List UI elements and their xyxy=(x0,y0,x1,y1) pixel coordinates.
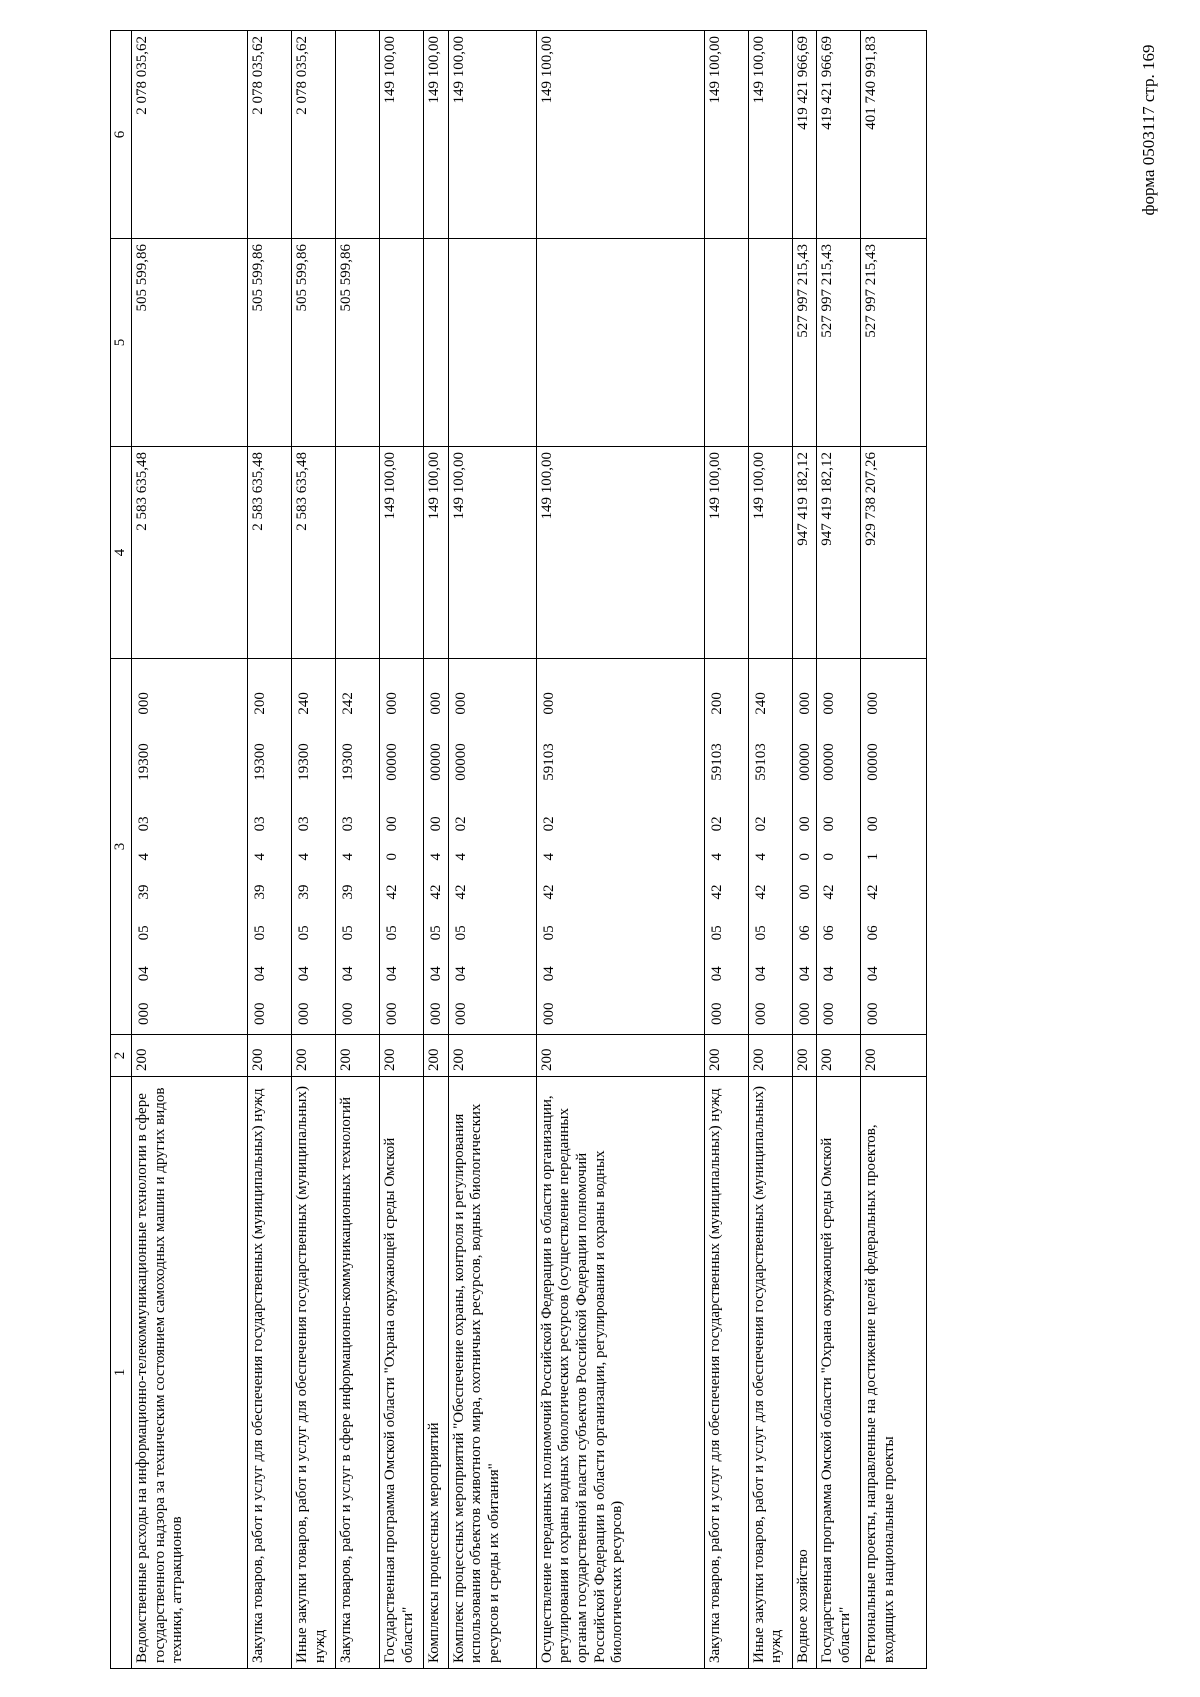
line-code: 200 xyxy=(132,1035,248,1077)
code-segment: 00000 xyxy=(428,743,444,781)
unexecuted-amount: 149 100,00 xyxy=(448,31,536,239)
rotated-page-content xyxy=(110,29,1090,1669)
table-row xyxy=(380,31,424,1669)
approved-amount: 929 738 207,26 xyxy=(861,447,927,659)
code-segment: 000 xyxy=(708,1002,725,1025)
code-segment: 39 xyxy=(136,884,152,900)
budget-classification-code xyxy=(336,659,380,1035)
code-segment: 000 xyxy=(452,1002,469,1025)
code-segment: 04 xyxy=(796,966,813,982)
budget-classification-code xyxy=(792,659,817,1035)
budget-classification-code xyxy=(132,659,248,1035)
budget-classification-code xyxy=(861,659,927,1035)
row-name: Закупка товаров, работ и услуг в сфере информационно-коммуникационных технологий xyxy=(336,1077,380,1669)
code-segment: 59103 xyxy=(752,743,769,781)
code-segment: 4 xyxy=(340,853,356,861)
code-segment: 000 xyxy=(340,1002,356,1025)
unexecuted-amount: 2 078 035,62 xyxy=(248,31,292,239)
code-segment: 04 xyxy=(452,966,469,982)
code-segment: 02 xyxy=(540,816,557,832)
table-row xyxy=(704,31,748,1669)
code-segment: 42 xyxy=(708,884,725,900)
budget-classification-code xyxy=(248,659,292,1035)
code-segment: 42 xyxy=(540,884,557,900)
code-segment: 03 xyxy=(136,816,152,832)
code-segment: 03 xyxy=(340,816,356,832)
code-segment: 04 xyxy=(428,966,444,982)
code-segment: 000 xyxy=(136,692,152,715)
code-segment: 04 xyxy=(752,966,769,982)
executed-amount xyxy=(448,239,536,447)
code-segment: 000 xyxy=(384,1002,400,1025)
code-segment: 000 xyxy=(796,1002,813,1025)
approved-amount: 149 100,00 xyxy=(448,447,536,659)
code-segment: 42 xyxy=(752,884,769,900)
table-row xyxy=(536,31,704,1669)
unexecuted-amount: 149 100,00 xyxy=(536,31,704,239)
unexecuted-amount: 149 100,00 xyxy=(748,31,792,239)
budget-classification-code xyxy=(448,659,536,1035)
code-segment: 000 xyxy=(452,692,469,715)
code-segment: 39 xyxy=(340,884,356,900)
code-segment: 000 xyxy=(865,692,882,715)
executed-amount: 505 599,86 xyxy=(132,239,248,447)
code-segment: 4 xyxy=(540,853,557,861)
line-code: 200 xyxy=(748,1035,792,1077)
code-segment: 00 xyxy=(796,816,813,832)
approved-amount: 2 583 635,48 xyxy=(132,447,248,659)
column-number-row xyxy=(111,31,132,1669)
line-code: 200 xyxy=(792,1035,817,1077)
column-header: 4 xyxy=(111,447,132,659)
code-segment: 1 xyxy=(865,853,882,861)
code-segment: 05 xyxy=(708,925,725,941)
column-header: 1 xyxy=(111,1077,132,1669)
code-segment: 05 xyxy=(296,925,312,941)
approved-amount: 149 100,00 xyxy=(704,447,748,659)
table-row xyxy=(132,31,248,1669)
code-segment: 00000 xyxy=(452,743,469,781)
code-segment: 4 xyxy=(296,853,312,861)
executed-amount xyxy=(748,239,792,447)
code-segment: 000 xyxy=(821,1002,838,1025)
approved-amount xyxy=(336,447,380,659)
executed-amount: 505 599,86 xyxy=(292,239,336,447)
code-segment: 00 xyxy=(796,884,813,900)
table-row xyxy=(336,31,380,1669)
budget-classification-code xyxy=(292,659,336,1035)
unexecuted-amount: 401 740 991,83 xyxy=(861,31,927,239)
code-segment: 19300 xyxy=(252,743,268,781)
line-code: 200 xyxy=(817,1035,861,1077)
executed-amount xyxy=(424,239,449,447)
code-segment: 04 xyxy=(708,966,725,982)
table-row xyxy=(748,31,792,1669)
unexecuted-amount: 149 100,00 xyxy=(424,31,449,239)
approved-amount: 149 100,00 xyxy=(424,447,449,659)
code-segment: 0 xyxy=(796,853,813,861)
budget-execution-table xyxy=(110,30,927,1669)
code-segment: 04 xyxy=(865,966,882,982)
code-segment: 19300 xyxy=(296,743,312,781)
code-segments xyxy=(134,664,154,1029)
code-segments xyxy=(382,664,402,1029)
column-header: 3 xyxy=(111,659,132,1035)
code-segment: 00 xyxy=(865,816,882,832)
code-segment: 04 xyxy=(384,966,400,982)
code-segment: 06 xyxy=(865,925,882,941)
code-segment: 05 xyxy=(452,925,469,941)
code-segment: 4 xyxy=(708,853,725,861)
budget-classification-code xyxy=(748,659,792,1035)
row-name: Иные закупки товаров, работ и услуг для обеспечения государственных (муниципальных) нужд xyxy=(748,1077,792,1669)
code-segment: 04 xyxy=(296,966,312,982)
line-code: 200 xyxy=(336,1035,380,1077)
executed-amount xyxy=(536,239,704,447)
budget-classification-code xyxy=(704,659,748,1035)
code-segment: 03 xyxy=(252,816,268,832)
code-segment: 42 xyxy=(428,884,444,900)
code-segment: 04 xyxy=(252,966,268,982)
line-code: 200 xyxy=(380,1035,424,1077)
table-row xyxy=(792,31,817,1669)
code-segment: 4 xyxy=(452,853,469,861)
row-name: Государственная программа Омской области "Охрана окружающей среды Омской области" xyxy=(817,1077,861,1669)
code-segment: 242 xyxy=(340,692,356,715)
row-name: Комплексы процессных мероприятий xyxy=(424,1077,449,1669)
code-segment: 0 xyxy=(384,853,400,861)
approved-amount: 2 583 635,48 xyxy=(248,447,292,659)
code-segment: 240 xyxy=(752,692,769,715)
code-segment: 42 xyxy=(384,884,400,900)
code-segment: 4 xyxy=(252,853,268,861)
code-segment: 02 xyxy=(752,816,769,832)
code-segment: 04 xyxy=(136,966,152,982)
code-segment: 03 xyxy=(296,816,312,832)
code-segment: 05 xyxy=(540,925,557,941)
code-segment: 4 xyxy=(428,853,444,861)
code-segment: 000 xyxy=(296,1002,312,1025)
code-segments xyxy=(451,664,471,1029)
row-name: Ведомственные расходы на информационно-телекоммуникационные технологии в сфере государственного надзора за техническим состоянием самоходных машин и других видов техники, аттракционов xyxy=(132,1077,248,1669)
code-segment: 06 xyxy=(796,925,813,941)
approved-amount: 947 419 182,12 xyxy=(817,447,861,659)
budget-classification-code xyxy=(536,659,704,1035)
approved-amount: 149 100,00 xyxy=(748,447,792,659)
code-segments xyxy=(539,664,559,1029)
unexecuted-amount xyxy=(336,31,380,239)
code-segment: 00000 xyxy=(796,743,813,781)
table-row xyxy=(817,31,861,1669)
table-row xyxy=(424,31,449,1669)
code-segments xyxy=(338,664,358,1029)
code-segment: 39 xyxy=(252,884,268,900)
table-row xyxy=(861,31,927,1669)
code-segment: 00 xyxy=(428,816,444,832)
code-segment: 04 xyxy=(540,966,557,982)
code-segment: 000 xyxy=(865,1002,882,1025)
row-name: Осуществление переданных полномочий Российской Федерации в области организации, регулирования и охраны водных биологических ресурсов (осуществление переданных органам государственной власти субъектов Российской Федерации полномочий Российской Федерации в области организации, регулирования и охраны водных биологических ресурсов) xyxy=(536,1077,704,1669)
code-segment: 02 xyxy=(708,816,725,832)
budget-classification-code xyxy=(424,659,449,1035)
code-segment: 000 xyxy=(428,692,444,715)
executed-amount: 505 599,86 xyxy=(248,239,292,447)
row-name: Комплекс процессных мероприятий "Обеспечение охраны, контроля и регулирования использования объектов животного мира, охотничьих ресурсов, водных биологических ресурсов и среды их обитания" xyxy=(448,1077,536,1669)
row-name: Водное хозяйство xyxy=(792,1077,817,1669)
code-segment: 02 xyxy=(452,816,469,832)
code-segment: 00000 xyxy=(821,743,838,781)
row-name: Закупка товаров, работ и услуг для обеспечения государственных (муниципальных) нужд xyxy=(704,1077,748,1669)
code-segments xyxy=(863,664,883,1029)
code-segment: 42 xyxy=(452,884,469,900)
form-header: форма 0503117 стр. 169 xyxy=(1139,44,1158,216)
approved-amount: 149 100,00 xyxy=(380,447,424,659)
line-code: 200 xyxy=(704,1035,748,1077)
code-segment: 000 xyxy=(540,1002,557,1025)
approved-amount: 947 419 182,12 xyxy=(792,447,817,659)
code-segment: 59103 xyxy=(540,743,557,781)
code-segment: 00 xyxy=(821,816,838,832)
row-name: Закупка товаров, работ и услуг для обеспечения государственных (муниципальных) нужд xyxy=(248,1077,292,1669)
code-segment: 000 xyxy=(136,1002,152,1025)
code-segment: 05 xyxy=(752,925,769,941)
code-segment: 00 xyxy=(384,816,400,832)
executed-amount: 527 997 215,43 xyxy=(817,239,861,447)
code-segment: 000 xyxy=(540,692,557,715)
line-code: 200 xyxy=(248,1035,292,1077)
code-segments xyxy=(426,664,446,1029)
code-segment: 05 xyxy=(428,925,444,941)
code-segment: 200 xyxy=(708,692,725,715)
table-row xyxy=(448,31,536,1669)
executed-amount xyxy=(704,239,748,447)
code-segment: 00000 xyxy=(865,743,882,781)
code-segment: 200 xyxy=(252,692,268,715)
code-segments xyxy=(819,664,839,1029)
code-segment: 000 xyxy=(428,1002,444,1025)
line-code: 200 xyxy=(424,1035,449,1077)
code-segments xyxy=(751,664,771,1029)
code-segment: 19300 xyxy=(340,743,356,781)
code-segment: 000 xyxy=(796,692,813,715)
unexecuted-amount: 2 078 035,62 xyxy=(292,31,336,239)
code-segments xyxy=(795,664,815,1029)
executed-amount xyxy=(380,239,424,447)
code-segment: 05 xyxy=(384,925,400,941)
code-segment: 4 xyxy=(752,853,769,861)
code-segment: 04 xyxy=(821,966,838,982)
executed-amount: 505 599,86 xyxy=(336,239,380,447)
column-header: 2 xyxy=(111,1035,132,1077)
code-segment: 240 xyxy=(296,692,312,715)
code-segment: 06 xyxy=(821,925,838,941)
code-segment: 05 xyxy=(340,925,356,941)
row-name: Региональные проекты, направленные на достижение целей федеральных проектов, входящих в национальные проекты xyxy=(861,1077,927,1669)
table-row xyxy=(292,31,336,1669)
code-segment: 19300 xyxy=(136,743,152,781)
code-segment: 39 xyxy=(296,884,312,900)
row-name: Иные закупки товаров, работ и услуг для обеспечения государственных (муниципальных) нужд xyxy=(292,1077,336,1669)
line-code: 200 xyxy=(536,1035,704,1077)
code-segment: 000 xyxy=(752,1002,769,1025)
unexecuted-amount: 2 078 035,62 xyxy=(132,31,248,239)
unexecuted-amount: 419 421 966,69 xyxy=(817,31,861,239)
unexecuted-amount: 149 100,00 xyxy=(380,31,424,239)
line-code: 200 xyxy=(861,1035,927,1077)
budget-classification-code xyxy=(380,659,424,1035)
column-header: 5 xyxy=(111,239,132,447)
table-row xyxy=(248,31,292,1669)
column-header: 6 xyxy=(111,31,132,239)
code-segment: 05 xyxy=(252,925,268,941)
code-segment: 42 xyxy=(865,884,882,900)
line-code: 200 xyxy=(292,1035,336,1077)
row-name: Государственная программа Омской области "Охрана окружающей среды Омской области" xyxy=(380,1077,424,1669)
approved-amount: 2 583 635,48 xyxy=(292,447,336,659)
approved-amount: 149 100,00 xyxy=(536,447,704,659)
code-segments xyxy=(294,664,314,1029)
code-segment: 42 xyxy=(821,884,838,900)
unexecuted-amount: 419 421 966,69 xyxy=(792,31,817,239)
code-segment: 05 xyxy=(136,925,152,941)
line-code: 200 xyxy=(448,1035,536,1077)
code-segments xyxy=(250,664,270,1029)
code-segment: 00000 xyxy=(384,743,400,781)
executed-amount: 527 997 215,43 xyxy=(792,239,817,447)
executed-amount: 527 997 215,43 xyxy=(861,239,927,447)
code-segment: 04 xyxy=(340,966,356,982)
code-segment: 4 xyxy=(136,853,152,861)
code-segment: 59103 xyxy=(708,743,725,781)
code-segments xyxy=(707,664,727,1029)
budget-classification-code xyxy=(817,659,861,1035)
code-segment: 000 xyxy=(384,692,400,715)
code-segment: 000 xyxy=(821,692,838,715)
code-segment: 0 xyxy=(821,853,838,861)
unexecuted-amount: 149 100,00 xyxy=(704,31,748,239)
code-segment: 000 xyxy=(252,1002,268,1025)
